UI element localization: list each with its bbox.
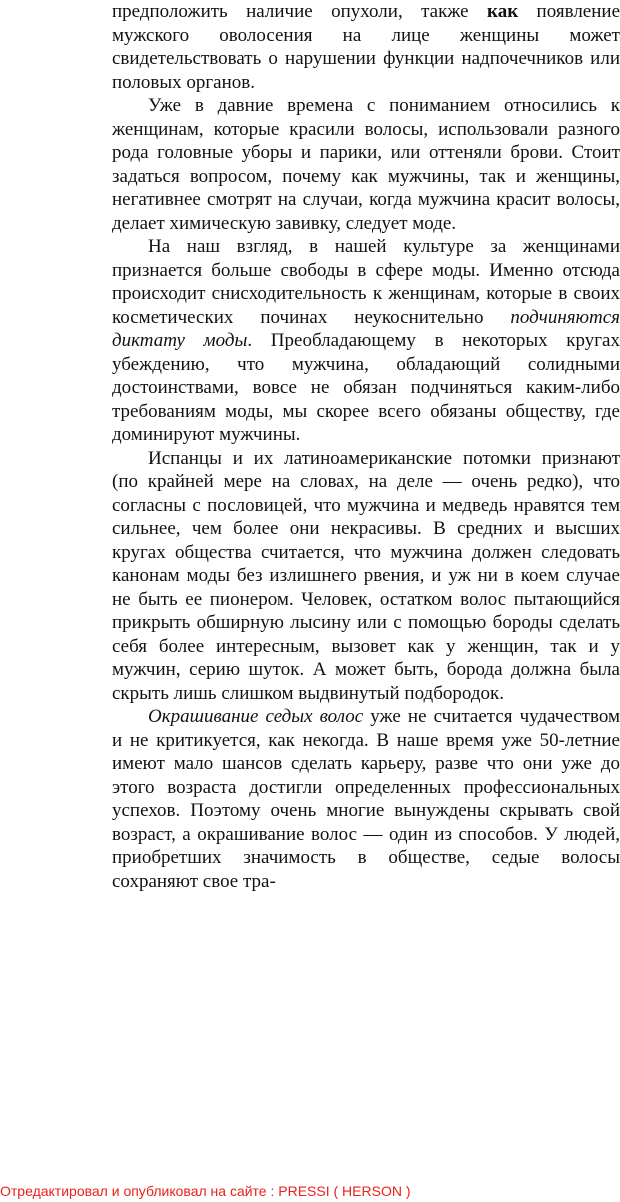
paragraph — [112, 447, 620, 706]
text-run: . Преобладающему в некоторых кругах убеждению, что мужчина, обладающий солидными достоинствами, вовсе не обязан подчиняться каким-либо требованиям моды, мы скорее всего обязаны обществу, где доминируют мужчины. — [112, 330, 620, 445]
text-run: появление мужского оволосения на лице женщины может свидетельствовать о нарушении функции надпочечников или половых органов. — [112, 1, 620, 93]
paragraph — [112, 235, 620, 447]
italic-text-run: Окрашивание седых волос — [148, 706, 364, 727]
document-body — [112, 0, 620, 893]
publisher-credit-footer: Отредактировал и опубликовал на сайте : PRESSI ( HERSON ) — [0, 1183, 411, 1199]
text-run: предположить наличие опухоли, также — [112, 1, 488, 22]
paragraph — [112, 705, 620, 893]
paragraph — [112, 94, 620, 235]
paragraph — [112, 0, 620, 94]
text-run: Испанцы и их латиноамериканские потомки признают (по крайней мере на словах, на деле — очень редко), что согласны с пословицей, что мужчина и медведь нравятся тем сильнее, чем более они некрасивы. В средних и высших кругах общества считается, что мужчина должен следовать канонам моды без излишнего рвения, и уж ни в коем случае не быть ее пионером. Человек, остатком волос пытающийся прикрыть обширную лысину или с помощью бороды сделать себя более интересным, вызовет как у женщин, так и у мужчин, серию шуток. А может быть, борода должна была скрыть лишь слишком выдвинутый подбородок. — [112, 447, 620, 704]
text-run: уже не считается чудачеством и не критикуется, как некогда. В наше время уже 50-летние имеют мало шансов сделать карьеру, разве что они уже до этого возраста достигли определенных профессиональных успехов. Поэтому очень многие вынуждены скрывать свой возраст, а окрашивание волос — один из способов. У людей, приобретших значимость в обществе, седые волосы сохраняют свое тра- — [112, 706, 620, 892]
text-run: Уже в давние времена с пониманием относились к женщинам, которые красили волосы, использовали разного рода головные уборы и парики, или оттеняли брови. Стоит задаться вопросом, почему как мужчины, так и женщины, негативнее смотрят на случаи, когда мужчина красит волосы, делает химическую завивку, следует моде. — [112, 95, 620, 234]
italic-text-run: подчиняются диктату моды — [112, 306, 620, 351]
bold-text-run: как — [487, 1, 519, 22]
text-run: На наш взгляд, в нашей культуре за женщинами признается больше свободы в сфере моды. Именно отсюда происходит снисходительность к женщинам, которые в своих косметических починах неукоснительно — [112, 236, 620, 328]
